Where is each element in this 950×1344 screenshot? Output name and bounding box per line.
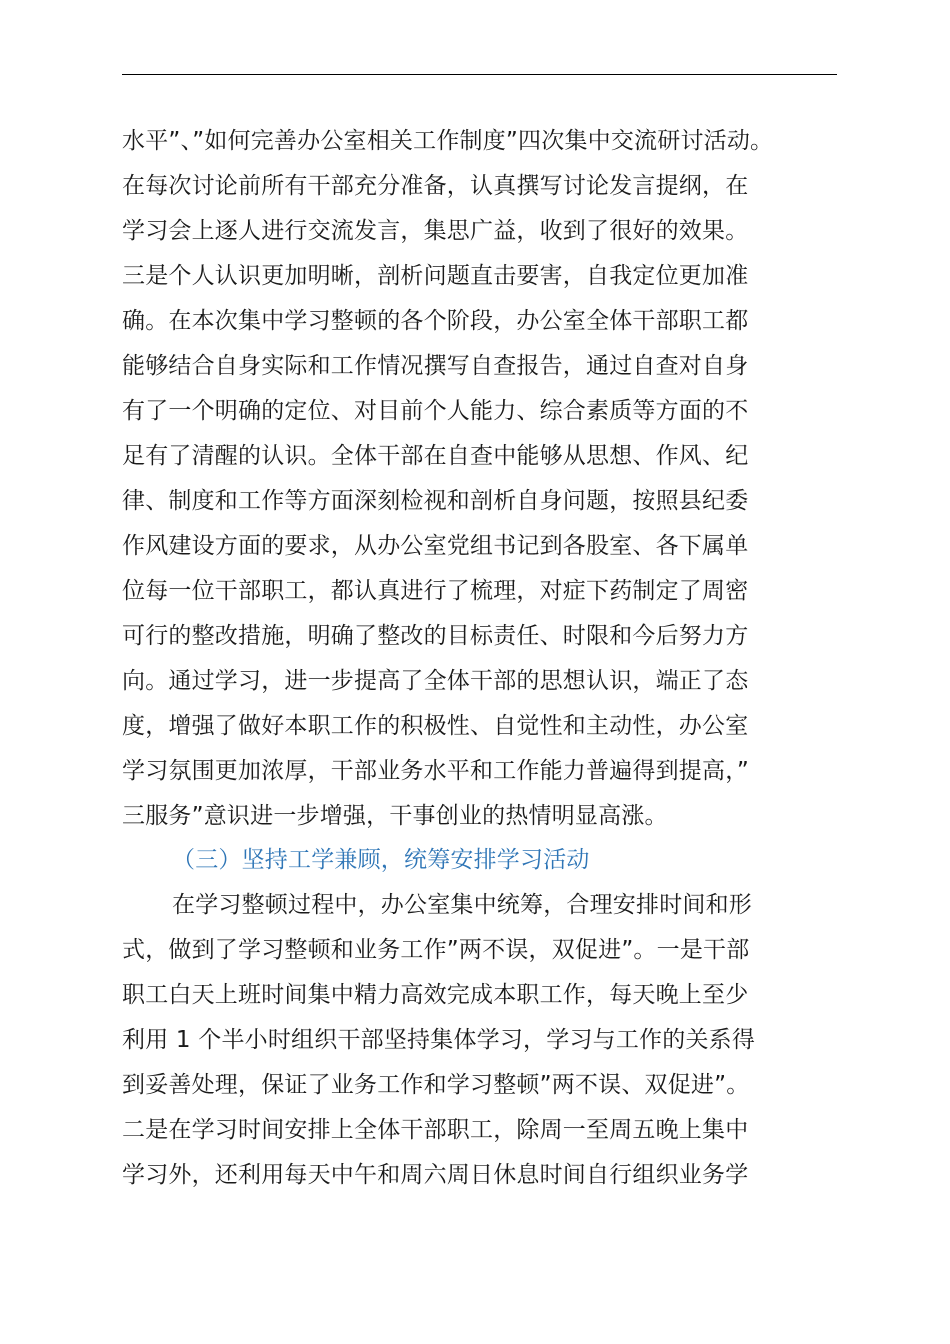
paragraph-line: 到妥善处理，保证了业务工作和学习整顿”两不误、双促进”。 — [122, 1072, 750, 1098]
paragraph-line: 学习会上逐人进行交流发言，集思广益，收到了很好的效果。 — [122, 218, 749, 244]
paragraph-line: 有了一个明确的定位、对目前个人能力、综合素质等方面的不 — [122, 398, 749, 424]
paragraph-line: 在学习整顿过程中，办公室集中统筹，合理安排时间和形 — [172, 892, 752, 918]
paragraph-line: 律、制度和工作等方面深刻检视和剖析自身问题，按照县纪委 — [122, 488, 749, 514]
paragraph-line: 式，做到了学习整顿和业务工作”两不误，双促进”。一是干部 — [122, 937, 750, 963]
paragraph-line: 水平”、”如何完善办公室相关工作制度”四次集中交流研讨活动。 — [122, 128, 774, 154]
paragraph-line: 足有了清醒的认识。全体干部在自查中能够从思想、作风、纪 — [122, 443, 749, 469]
paragraph-line: 位每一位干部职工，都认真进行了梳理，对症下药制定了周密 — [122, 578, 749, 604]
paragraph-line: 三服务”意识进一步增强，干事创业的热情明显高涨。 — [122, 803, 668, 829]
paragraph-line: 三是个人认识更加明晰，剖析问题直击要害，自我定位更加准 — [122, 263, 749, 289]
paragraph-line: 度，增强了做好本职工作的积极性、自觉性和主动性，办公室 — [122, 713, 749, 739]
paragraph-line: 可行的整改措施，明确了整改的目标责任、时限和今后努力方 — [122, 623, 749, 649]
paragraph-line: 学习氛围更加浓厚，干部业务水平和工作能力普遍得到提高，” — [122, 758, 750, 784]
paragraph-line: 能够结合自身实际和工作情况撰写自查报告，通过自查对自身 — [122, 353, 749, 379]
paragraph-line: 作风建设方面的要求，从办公室党组书记到各股室、各下属单 — [122, 533, 749, 559]
paragraph-line: 学习外，还利用每天中午和周六周日休息时间自行组织业务学 — [122, 1162, 749, 1188]
paragraph-line: 确。在本次集中学习整顿的各个阶段，办公室全体干部职工都 — [122, 308, 749, 334]
paragraph-line: 二是在学习时间安排上全体干部职工，除周一至周五晚上集中 — [122, 1117, 749, 1143]
header-rule — [122, 74, 837, 75]
section-heading: （三）坚持工学兼顾，统筹安排学习活动 — [172, 847, 590, 873]
paragraph-line: 在每次讨论前所有干部充分准备，认真撰写讨论发言提纲，在 — [122, 173, 749, 199]
paragraph-line: 向。通过学习，进一步提高了全体干部的思想认识，端正了态 — [122, 668, 749, 694]
paragraph-line: 职工白天上班时间集中精力高效完成本职工作，每天晚上至少 — [122, 982, 749, 1008]
paragraph-line: 利用 1 个半小时组织干部坚持集体学习，学习与工作的关系得 — [122, 1027, 756, 1053]
